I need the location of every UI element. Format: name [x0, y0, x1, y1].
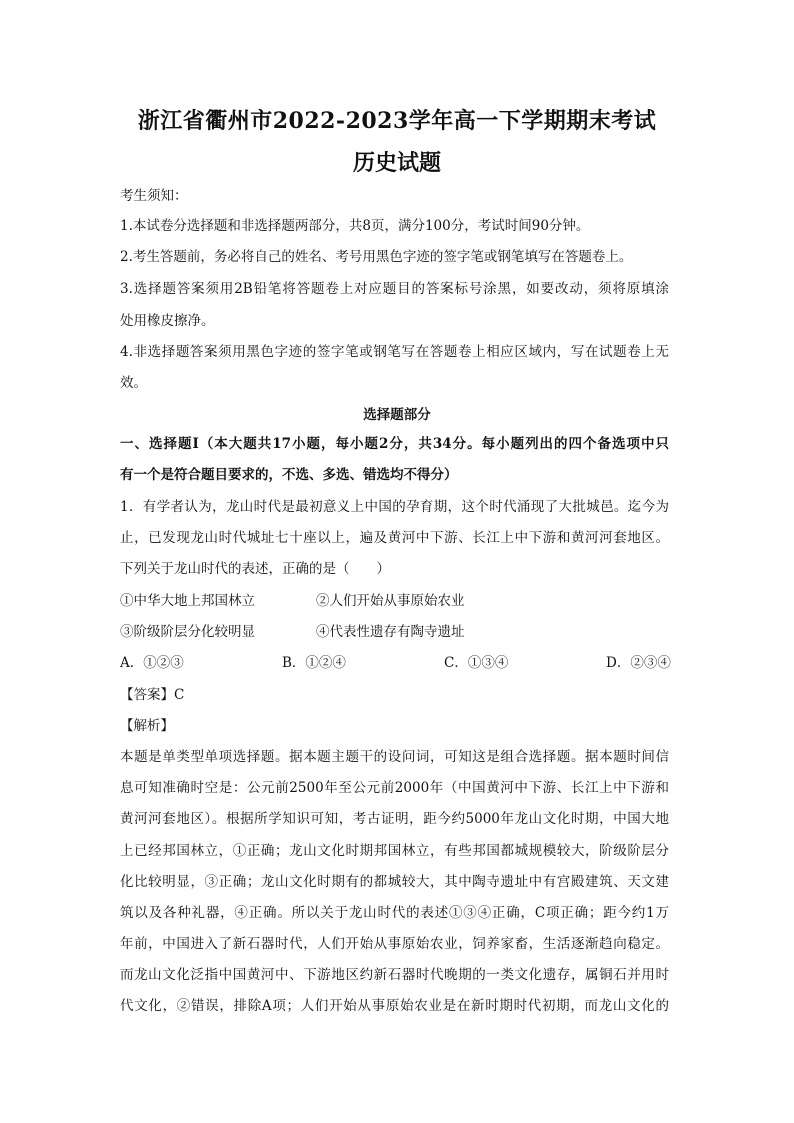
analysis-heading: 【解析】 [120, 718, 174, 734]
section-title: 选择题部分 [363, 407, 431, 423]
analysis-line: 而龙山文化泛指中国黄河中、下游地区约新石器时代晚期的一类文化遗存，属铜石并用时 [120, 967, 669, 983]
question-item: ①中华大地上邦国林立 [120, 593, 255, 609]
answer: 【答案】C [120, 687, 185, 703]
option-d: D．②③④ [606, 655, 671, 671]
notice-item: 效。 [120, 375, 147, 391]
option-a: A．①②③ [120, 655, 184, 671]
analysis-line: 年前，中国进入了新石器时代，人们开始从事原始农业，饲养家畜，生活逐渐趋向稳定。 [120, 936, 669, 952]
notice-item: 3.选择题答案须用2B铅笔将答题卷上对应题目的答案标号涂黑，如要改动，须将原填涂 [120, 281, 669, 297]
part-heading: 有一个是符合题目要求的，不选、多选、错选均不得分） [120, 467, 458, 483]
question-stem: 1．有学者认为，龙山时代是最初意义上中国的孕育期，这个时代涌现了大批城邑。迄今为 [120, 499, 669, 515]
exam-subtitle: 历史试题 [352, 150, 441, 176]
question-stem: 止，已发现龙山时代城址七十座以上，遍及黄河中下游、长江上中下游和黄河河套地区。 [120, 530, 669, 546]
notice-item: 1.本试卷分选择题和非选择题两部分，共8页，满分100分，考试时间90分钟。 [120, 218, 590, 234]
analysis-line: 本题是单类型单项选择题。据本题主题干的设问词，可知这是组合选择题。据本题时间信 [120, 749, 669, 765]
notice-item: 处用橡皮擦净。 [120, 313, 215, 329]
exam-title: 浙江省衢州市2022-2023学年高一下学期期末考试 [137, 108, 657, 134]
analysis-line: 代文化，②错误，排除A项；人们开始从事原始农业是在新时期时代初期，而龙山文化的 [120, 998, 669, 1014]
notice-item: 2.考生答题前，务必将自己的姓名、考号用黑色字迹的签字笔或钢笔填写在答题卷上。 [120, 249, 633, 265]
question-item: ②人们开始从事原始农业 [316, 593, 465, 609]
analysis-line: 黄河河套地区）。根据所学知识可知，考古证明，距今约5000年龙山文化时期，中国大地 [120, 811, 669, 827]
part-heading: 一、选择题Ⅰ（本大题共17小题，每小题2分，共34分。每小题列出的四个备选项中只 [120, 436, 669, 452]
question-stem: 下列关于龙山时代的表述，正确的是（ ） [120, 561, 390, 577]
analysis-line: 筑以及各种礼器，④正确。所以关于龙山时代的表述①③④正确，C项正确；距今约1万 [120, 905, 669, 921]
option-c: C．①③④ [444, 655, 509, 671]
option-b: B．①②④ [282, 655, 346, 671]
analysis-line: 上已经邦国林立，①正确；龙山文化时期邦国林立，有些邦国都城规模较大，阶级阶层分 [120, 843, 669, 859]
notice-heading: 考生须知： [120, 188, 188, 204]
notice-item: 4.非选择题答案须用黑色字迹的签字笔或钢笔写在答题卷上相应区域内，写在试题卷上无 [120, 344, 669, 360]
analysis-line: 息可知准确时空是：公元前2500年至公元前2000年（中国黄河中下游、长江上中下游和 [120, 780, 669, 796]
question-item: ③阶级阶层分化较明显 [120, 624, 255, 640]
question-item: ④代表性遗存有陶寺遗址 [316, 624, 465, 640]
analysis-line: 化比较明显，③正确；龙山文化时期有的都城较大，其中陶寺遗址中有宫殿建筑、天文建 [120, 874, 669, 890]
